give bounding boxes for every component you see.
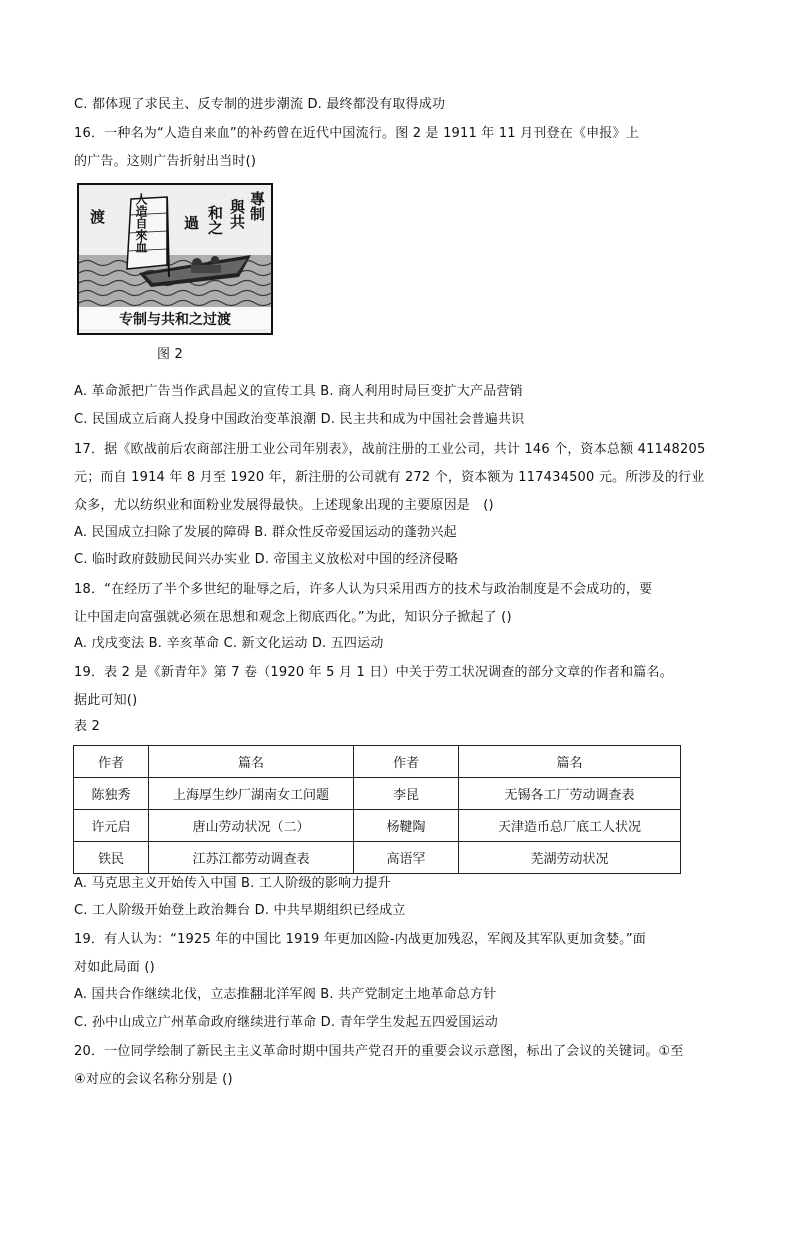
table-cell: 铁民 <box>74 842 149 874</box>
advert-text-col1: 專制 <box>248 191 266 221</box>
table-cell: 天津造币总厂底工人状况 <box>459 810 681 842</box>
advert-caption: 专制与共和之过渡 <box>79 307 271 329</box>
q16-options-2: C. 民国成立后商人投身中国政治变革浪潮 D. 民主共和成为中国社会普遍共识 <box>74 412 525 427</box>
q19-stem-2: 据此可知() <box>74 693 138 708</box>
table-cell: 无锡各工厂劳动调查表 <box>459 778 681 810</box>
table-cell: 陈独秀 <box>74 778 149 810</box>
q17-stem-2: 元；而自 1914 年 8 月至 1920 年，新注册的公司就有 272 个，资本额为 117434500 元。所涉及的行业 <box>74 470 705 485</box>
table-header-row <box>74 746 681 778</box>
q17-options-1: A. 民国成立扫除了发展的障碍 B. 群众性反帝爱国运动的蓬勃兴起 <box>74 525 457 540</box>
q20-stem-2: ④对应的会议名称分别是 () <box>74 1072 233 1087</box>
q17-stem-1: 17．据《欧战前后农商部注册工业公司年别表》，战前注册的工业公司，共计 146 个，资本总额 41148205 <box>74 442 706 457</box>
figure-label: 图 2 <box>157 347 184 362</box>
table-header-cell: 篇名 <box>459 746 681 778</box>
q18-options: A. 戊戌变法 B. 辛亥革命 C. 新文化运动 D. 五四运动 <box>74 636 384 651</box>
q17-options-2: C. 临时政府鼓励民间兴办实业 D. 帝国主义放松对中国的经济侵略 <box>74 552 459 567</box>
table-cell: 芜湖劳动状况 <box>459 842 681 874</box>
table-cell: 杨鞬陶 <box>354 810 459 842</box>
advert-text-col2: 與共 <box>228 199 246 229</box>
q17-stem-3: 众多，尤以纺织业和面粉业发展得最快。上述现象出现的主要原因是 () <box>74 498 494 513</box>
table-header-cell: 作者 <box>74 746 149 778</box>
advert-figure <box>77 183 273 335</box>
q19-options-2: C. 工人阶级开始登上政治舞台 D. 中共早期组织已经成立 <box>74 903 406 918</box>
table-cell: 李昆 <box>354 778 459 810</box>
table-cell: 许元启 <box>74 810 149 842</box>
q19b-options-1: A. 国共合作继续北伐，立志推翻北洋军阀 B. 共产党制定土地革命总方针 <box>74 987 497 1002</box>
line-prev-option: C. 都体现了求民主、反专制的进步潮流 D. 最终都没有取得成功 <box>74 97 446 112</box>
table-cell: 上海厚生纱厂湖南女工问题 <box>149 778 354 810</box>
table-cell: 高语罕 <box>354 842 459 874</box>
table-header-cell: 篇名 <box>149 746 354 778</box>
q19-stem-1: 19．表 2 是《新青年》第 7 卷（1920 年 5 月 1 日）中关于劳工状况调查的部分文章的作者和篇名。 <box>74 665 673 680</box>
table-2 <box>73 745 681 874</box>
table-row <box>74 778 681 810</box>
q19-options-1: A. 马克思主义开始传入中国 B. 工人阶级的影响力提升 <box>74 876 391 891</box>
table-row <box>74 842 681 874</box>
q19b-options-2: C. 孙中山成立广州革命政府继续进行革命 D. 青年学生发起五四爱国运动 <box>74 1015 498 1030</box>
q20-stem-1: 20．一位同学绘制了新民主主义革命时期中国共产党召开的重要会议示意图，标出了会议的关键词。①至 <box>74 1044 684 1059</box>
q16-options-1: A. 革命派把广告当作武昌起义的宣传工具 B. 商人利用时局巨变扩大产品营销 <box>74 384 523 399</box>
table-label: 表 2 <box>74 719 101 734</box>
table-row <box>74 810 681 842</box>
q19b-stem-2: 对如此局面 () <box>74 960 155 975</box>
advert-text-col3: 和之 <box>206 205 224 235</box>
q19b-stem-1: 19．有人认为：“1925 年的中国比 1919 年更加凶险-内战更加残忍，军阀及其军队更加贪婪。”面 <box>74 932 646 947</box>
table-cell: 唐山劳动状况（二） <box>149 810 354 842</box>
q16-stem-1: 16．一种名为“人造自来血”的补药曾在近代中国流行。图 2 是 1911 年 11 月刊登在《申报》上 <box>74 126 639 141</box>
q18-stem-1: 18．“在经历了半个多世纪的耻辱之后，许多人认为只采用西方的技术与政治制度是不会成功的，要 <box>74 582 653 597</box>
table-cell: 江苏江都劳动调查表 <box>149 842 354 874</box>
advert-sail-text: 人造自來血 <box>134 193 148 253</box>
table-header-cell: 作者 <box>354 746 459 778</box>
q18-stem-2: 让中国走向富强就必须在思想和观念上彻底西化。”为此，知识分子掀起了 () <box>74 610 512 625</box>
advert-text-col4: 過 <box>182 215 200 230</box>
q16-stem-2: 的广告。这则广告折射出当时() <box>74 154 257 169</box>
advert-text-col5: 渡 <box>88 209 106 224</box>
